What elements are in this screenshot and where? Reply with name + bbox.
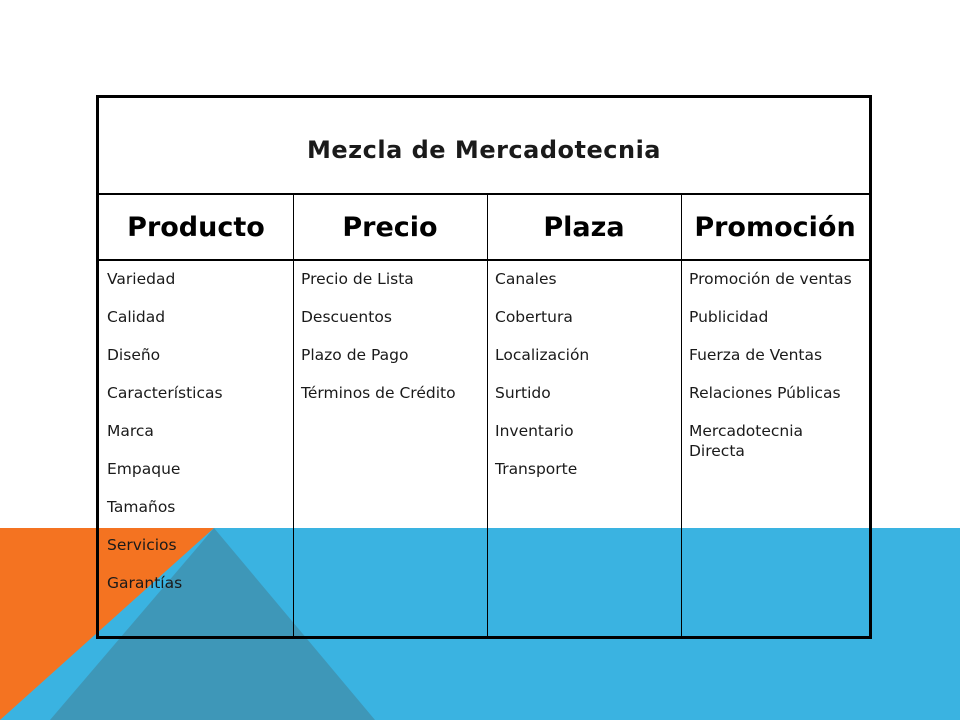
list-item: Descuentos: [301, 308, 392, 326]
list-item: Características: [107, 384, 223, 402]
list-item: Calidad: [107, 308, 166, 326]
list-item: Variedad: [107, 270, 176, 288]
list-item: Surtido: [495, 384, 551, 402]
list-item: Tamaños: [107, 498, 176, 516]
list-item: Localización: [495, 346, 590, 364]
header-plaza: Plaza: [543, 211, 625, 243]
list-item: Garantías: [107, 574, 183, 592]
table-title: Mezcla de Mercadotecnia: [306, 135, 661, 164]
table-header-row: [99, 195, 869, 261]
list-item: Empaque: [107, 460, 181, 478]
cell-producto: [99, 261, 293, 636]
list-item: Inventario: [495, 422, 574, 440]
list-item: Servicios: [107, 536, 177, 554]
list-item: Transporte: [495, 460, 578, 478]
list-item: Diseño: [107, 346, 161, 364]
list-item: Plazo de Pago: [301, 346, 409, 364]
list-item: Términos de Crédito: [301, 384, 456, 402]
cell-promocion: [681, 261, 869, 636]
producto-list: [107, 269, 285, 593]
table-title-row: [99, 98, 869, 195]
list-item: Fuerza de Ventas: [689, 346, 823, 364]
plaza-list: [495, 269, 673, 479]
cell-precio: [293, 261, 487, 636]
list-item: Mercadotecnia Directa: [689, 422, 804, 460]
list-item: Promoción de ventas: [689, 270, 852, 288]
column-divider: [681, 195, 682, 636]
list-item: Cobertura: [495, 308, 573, 326]
header-precio: Precio: [342, 211, 438, 243]
column-divider: [487, 195, 488, 636]
column-divider: [293, 195, 294, 636]
list-item: Canales: [495, 270, 557, 288]
list-item: Publicidad: [689, 308, 769, 326]
header-promocion: Promoción: [694, 211, 856, 243]
table-body-row: [99, 261, 869, 636]
cell-plaza: [487, 261, 681, 636]
promocion-list: [689, 269, 861, 461]
precio-list: [301, 269, 479, 403]
list-item: Marca: [107, 422, 154, 440]
marketing-mix-table: [96, 95, 872, 639]
list-item: Precio de Lista: [301, 270, 414, 288]
list-item: Relaciones Públicas: [689, 384, 841, 402]
header-producto: Producto: [127, 211, 265, 243]
